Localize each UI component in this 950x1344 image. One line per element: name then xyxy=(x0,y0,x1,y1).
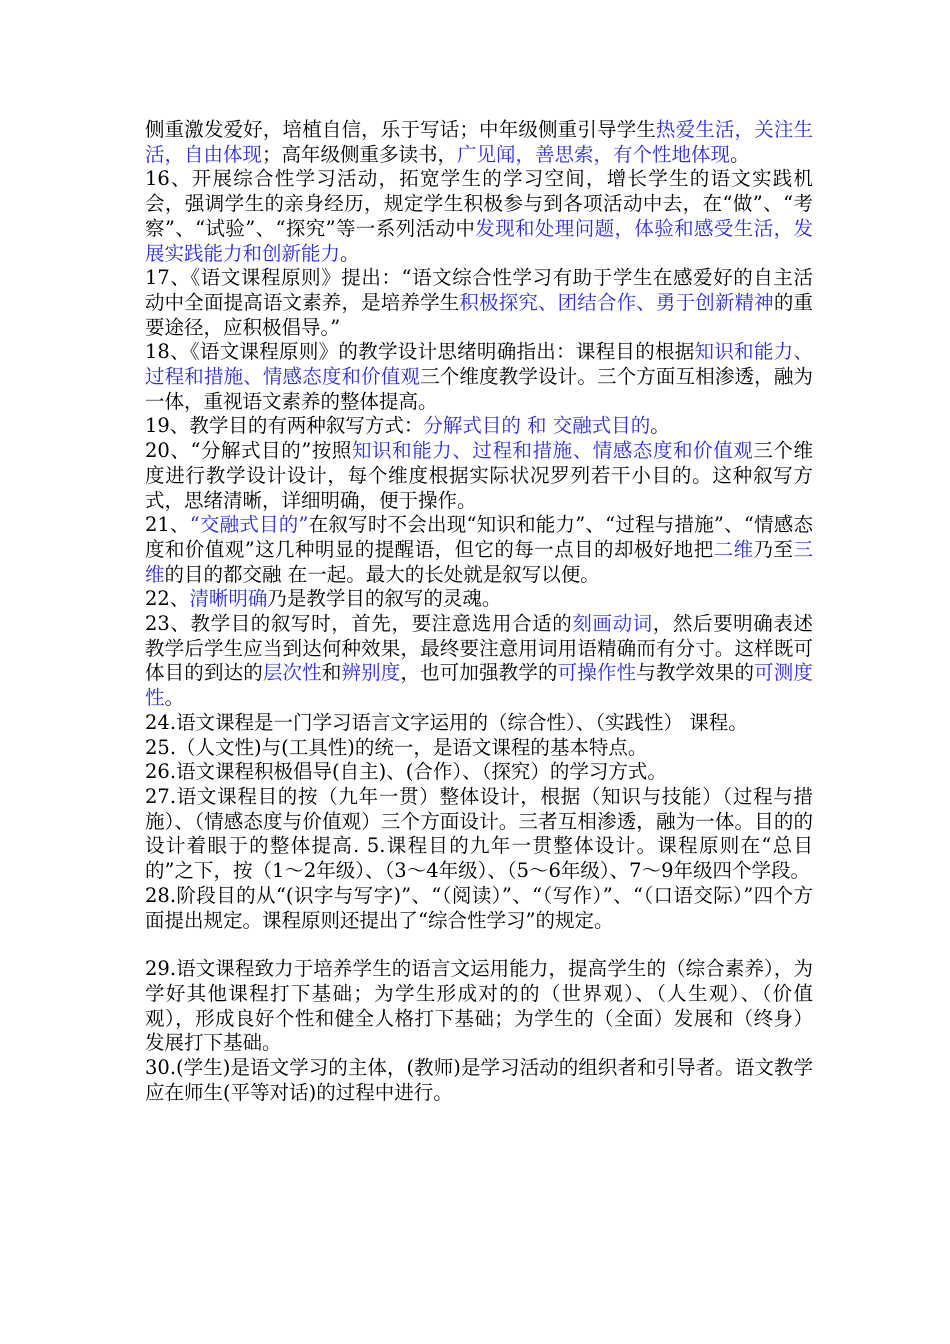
highlighted-text: 知识和能力、过程和措施、情感态度和价值观 xyxy=(352,439,754,463)
paragraph xyxy=(145,340,813,414)
highlighted-text: “交融式目的” xyxy=(189,513,309,537)
text-segment: 乃是教学目的叙写的灵魂。 xyxy=(267,587,502,611)
paragraph xyxy=(145,711,813,736)
text-segment: 25.（人文性)与(工具性)的统一，是语文课程的基本特点。 xyxy=(145,735,648,759)
highlighted-text: 积极探究、团结合作、勇于创新精神 xyxy=(459,290,774,314)
paragraph xyxy=(145,587,813,612)
text-segment: 侧重激发爱好，培植自信，乐于写话；中年级侧重引导学生 xyxy=(145,118,656,141)
highlighted-text: 辨别度 xyxy=(341,661,401,685)
text-segment: 26.语文课程积极倡导(自主)、(合作）、（探究）的学习方式。 xyxy=(145,760,667,784)
text-segment: 三个维度进行教学设计设计，每个维度根据实际状况罗列若干小目的。这种叙写方式，思绪清晰，详细明确，便于操作。 xyxy=(145,439,813,512)
highlighted-text: 层次性 xyxy=(262,661,322,685)
text-segment: 28.阶段目的从“(识字与写字)”、“（阅读）”、“（写作）”、“（口语交际）”四个方面提出规定。课程原则还提出了“综合性学习”的规定。 xyxy=(145,883,813,932)
text-segment: 21、 xyxy=(145,513,190,537)
text-segment: 17、《语文课程原则》提出：“语文综合性学习有助于学生在感爱好的自主活动中全面提高语文素养，是培养学生 xyxy=(145,266,813,314)
paragraph xyxy=(145,957,813,1056)
highlighted-text: 发现和处理问题，体验和感受生活，发展实践能力和创新能力 xyxy=(145,216,813,265)
paragraph xyxy=(145,612,813,711)
text-segment: 19、教学目的有两种叙写方式： xyxy=(145,414,424,438)
highlighted-text: 热爱生活，关注生活，自由体现 xyxy=(145,118,813,166)
text-segment: 和 xyxy=(321,661,342,685)
highlighted-text: 刻画动词 xyxy=(572,612,653,636)
text-segment: 三个维度教学设计。三个方面互相渗透，融为一体，重视语文素养的整体提高。 xyxy=(145,365,813,413)
paragraph xyxy=(145,1056,813,1105)
paragraph xyxy=(145,760,813,785)
document-page xyxy=(145,118,813,1105)
paragraph xyxy=(145,884,813,933)
highlighted-text: 清晰明确 xyxy=(189,587,268,611)
paragraph xyxy=(145,414,813,439)
highlighted-text: 分解式目的 和 交融式目的 xyxy=(423,414,651,438)
paragraph xyxy=(145,118,813,167)
paragraph xyxy=(145,439,813,513)
text-segment: 20、“分解式目的”按照 xyxy=(145,439,352,463)
highlighted-text: 知识和能力、过程和措施、情感态度和价值观 xyxy=(145,340,813,389)
text-segment: 29.语文课程致力于培养学生的语言文运用能力，提高学生的（综合素养），为学好其他课程打下基础；为学生形成对的的（世界观）、（人生观）、（价值观），形成良好个性和健全人格打下基础；为学生的（全面）发展和（终身）发展打下基础。 xyxy=(145,957,813,1055)
highlighted-text: 可操作性 xyxy=(557,661,637,685)
paragraph xyxy=(145,167,813,266)
text-segment: 23、教学目的叙写时，首先，要注意选用合适的 xyxy=(145,612,573,636)
highlighted-text: 广见闻，善思索，有个性地体现 xyxy=(457,142,731,166)
text-segment: 的重要途径，应积极倡导。” xyxy=(145,290,813,339)
text-segment: 在叙写时不会出现“知识和能力”、“过程与措施”、“情感态度和价值观”这几种明显的提醒语，但它的每一点目的却极好地把 xyxy=(145,513,813,561)
text-segment: 。 xyxy=(340,241,360,265)
text-segment: 16、开展综合性学习活动，拓宽学生的学习空间，增长学生的语文实践机会，强调学生的亲身经历，规定学生积极参与到各项活动中去，在“做”、“考察”、“试验”、“探究”等一系列活动中 xyxy=(145,167,813,240)
highlighted-text: 二维 xyxy=(713,537,754,561)
paragraph xyxy=(145,736,813,761)
text-segment: 的目的都交融 在一起。最大的长处就是叙写以便。 xyxy=(164,562,600,586)
text-segment: 。 xyxy=(650,414,670,438)
paragraph xyxy=(145,513,813,587)
text-segment: 18、《语文课程原则》的教学设计思绪明确指出：课程目的根据 xyxy=(145,340,695,364)
paragraph xyxy=(145,266,813,340)
text-segment: 27.语文课程目的按（九年一贯）整体设计，根据（知识与技能）（过程与措施）、（情感态度与价值观）三个方面设计。三者互相渗透，融为一体。目的的设计着眼于的整体提高. 5.课程目的九年一贯整体设计。课程原则在“总目的”之下，按（1～2年级）、（3～4年级）、（5～6年级）、7～9年级四个学段。 xyxy=(145,784,813,883)
text-segment: 乃至 xyxy=(753,537,794,561)
highlighted-text: 三维 xyxy=(145,537,813,586)
text-segment: ；高年级侧重多读书， xyxy=(262,142,458,166)
text-segment: 与教学效果的 xyxy=(636,661,755,685)
text-segment: 22、 xyxy=(145,587,190,611)
highlighted-text: 可测度性 xyxy=(145,661,813,710)
text-segment: 。 xyxy=(164,686,185,710)
text-segment: ，也可加强教学的 xyxy=(400,661,558,685)
text-segment: 。 xyxy=(730,142,750,166)
text-segment: 24.语文课程是一门学习语言文字运用的（综合性）、（实践性） 课程。 xyxy=(145,710,748,734)
text-segment: 30.(学生)是语文学习的主体，(教师)是学习活动的组织者和引导者。语文教学应在师生(平等对话)的过程中进行。 xyxy=(145,1056,813,1104)
text-segment: ，然后要明确表述教学后学生应当到达何种效果，最终要注意用词用语精确而有分寸。这样既可体目的到达的 xyxy=(145,612,813,685)
paragraph xyxy=(145,785,813,884)
